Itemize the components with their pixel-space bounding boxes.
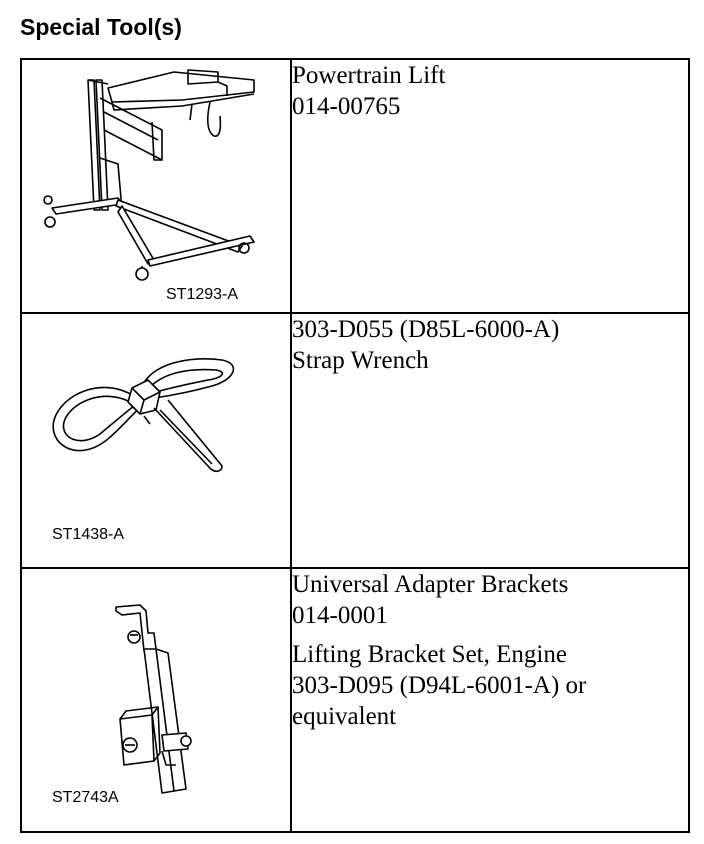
special-tools-table [20,58,690,833]
table-row [21,313,689,568]
tool-description-cell [291,568,689,832]
table-row [21,59,689,313]
tool-part-number: 014-0001 [292,602,388,629]
tool-name: Powertrain Lift [292,62,446,89]
tool-description-cell [291,59,689,313]
tool-name: Lifting Bracket Set, Engine [292,641,567,668]
tool-image-cell [21,59,291,313]
tool-image-cell [21,568,291,832]
tool-image-cell [21,313,291,568]
tool-name: Strap Wrench [292,347,429,374]
tool-part-number: 014-00765 [292,93,401,120]
tool-note: equivalent [292,703,397,730]
tool-part-number: 303-D055 (D85L-6000-A) [292,316,560,343]
tool-name: Universal Adapter Brackets [292,571,569,598]
tool-part-number: 303-D095 (D94L-6001-A) or [292,672,587,699]
powertrain-lift-illustration [22,60,290,312]
section-heading: Special Tool(s) [20,14,182,40]
tool-id-label: ST2743A [52,789,119,806]
tool-id-label: ST1293-A [166,286,239,303]
tool-id-label: ST1438-A [52,526,125,543]
tool-description-cell [291,313,689,568]
table-row [21,568,689,832]
